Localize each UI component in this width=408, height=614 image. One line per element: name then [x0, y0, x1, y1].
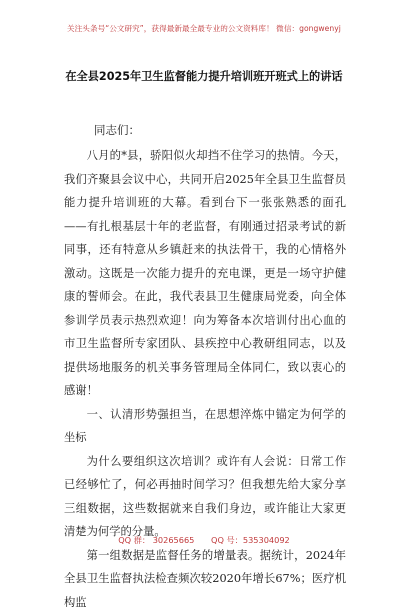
salutation: 同志们：	[94, 122, 140, 138]
paragraph-why-learn: 为什么要组织这次培训？或许有人会说：日常工作已经够忙了，何必再抽时间学习？但我想先给大家分享三组数据，这些数据就来自我们身边，或许能让大家更清楚为何学的分量。	[64, 450, 346, 544]
footer-qq-group: QQ 群： 30265665	[118, 535, 194, 545]
footer-qq-number: QQ 号：535304092	[211, 535, 290, 545]
paragraph-first-data: 第一组数据是监督任务的增量表。据统计，2024年全县卫生监督执法检查频次较2020年增长67%；医疗机构监	[64, 544, 346, 614]
section-heading-1: 一、认清形势强担当，在思想淬炼中锚定为何学的坐标	[64, 403, 346, 450]
footer-contact	[0, 535, 408, 546]
document-title: 在全县2025年卫生监督能力提升培训班开班式上的讲话	[0, 68, 408, 84]
header-promo-note: 关注头条号“公文研究”，获得最新最全最专业的公文资料库！ 微信：gongwenyj	[0, 23, 408, 34]
paragraph-opening: 八月的*县，骄阳似火却挡不住学习的热情。今天，我们齐聚县会议中心，共同开启2025年全县卫生监督员能力提升培训班的大幕。看到台下一张张熟悉的面孔——有扎根基层十年的老监督，有刚通过招录考试的新同事，还有特意从乡镇赶来的执法骨干，我的心情格外激动。这既是一次能力提升的充电课，更是一场守护健康的誓师会。在此，我代表县卫生健康局党委，向全体参训学员表示热烈欢迎！向为筹备本次培训付出心血的市卫生监督所专家团队、县疾控中心教研组同志，以及提供场地服务的机关事务管理局全体同仁，致以衷心的感谢！	[64, 144, 346, 403]
